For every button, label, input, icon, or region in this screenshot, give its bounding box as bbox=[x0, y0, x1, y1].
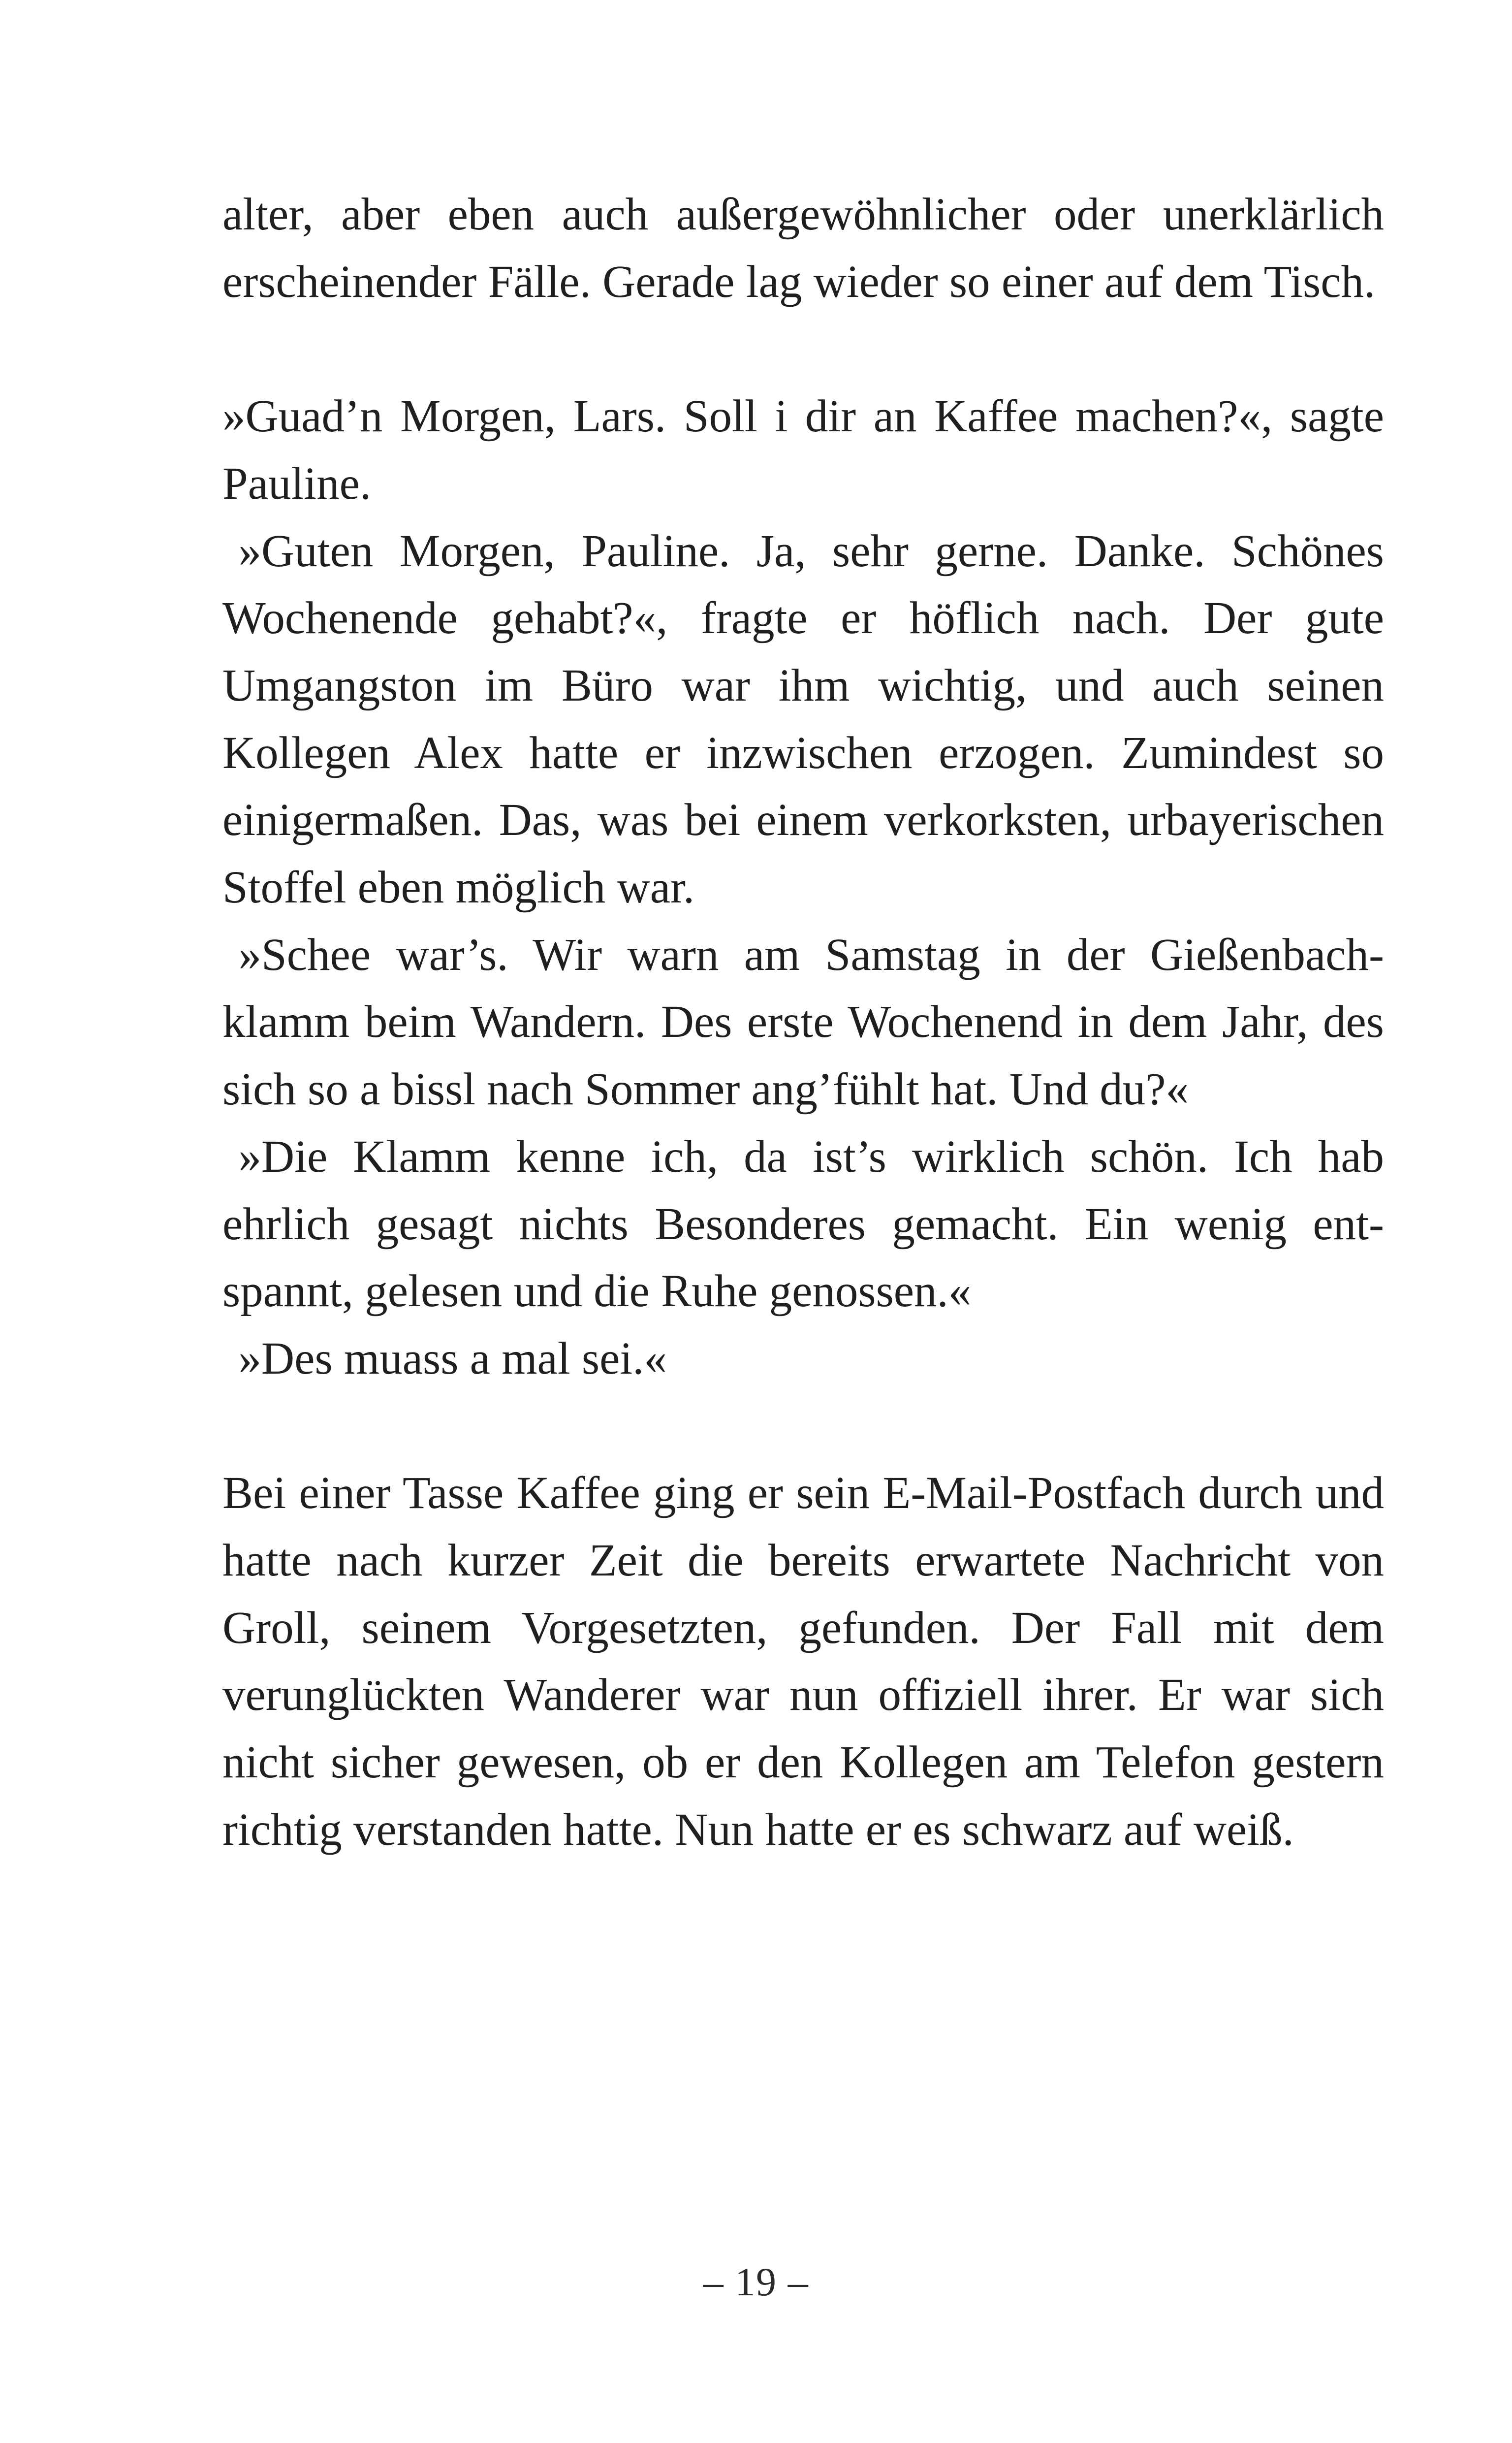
paragraph: »Schee war’s. Wir warn am Samstag in der Gießenbachklamm beim Wandern. Des erste Wochenend in dem Jahr, des sich so a bissl nach Sommer ang’fühlt hat. Und du?« bbox=[222, 929, 1384, 1115]
paragraph: »Guad’n Morgen, Lars. Soll i dir an Kaffee machen?«, sagte Pauline. bbox=[222, 391, 1384, 509]
paragraph: »Guten Morgen, Pauline. Ja, sehr gerne. Danke. Schönes Wochenende gehabt?«, fragte er höflich nach. Der gute Umgangston im Büro war ihm wichtig, und auch seinen Kollegen Alex hatte er inzwischen erzogen. Zumindest so einigermaßen. Das, was bei einem verkorksten, urbayerischen Stoffel eben möglich war. bbox=[222, 525, 1384, 913]
paragraph: »Die Klamm kenne ich, da ist’s wirklich schön. Ich hab ehrlich gesagt nichts Besonderes gemacht. Ein wenig entspannt, gelesen und die Ruhe genossen.« bbox=[222, 1131, 1384, 1317]
paragraph: alter, aber eben auch außergewöhnlicher oder unerklärlich erscheinender Fälle. Gerade lag wieder so einer auf dem Tisch. bbox=[222, 189, 1384, 307]
paragraph: »Des muass a mal sei.« bbox=[238, 1333, 667, 1384]
page-number: – 19 – bbox=[703, 2259, 809, 2304]
text-block bbox=[222, 181, 1384, 1864]
paragraph: Bei einer Tasse Kaffee ging er sein E-Mail-Postfach durch und hatte nach kurzer Zeit die bereits erwartete Nachricht von Groll, seinem Vorgesetzten, gefunden. Der Fall mit dem verunglückten Wanderer war nun offiziell ihrer. Er war sich nicht sicher gewesen, ob er den Kollegen am Telefon gestern richtig verstanden hatte. Nun hatte er es schwarz auf weiß. bbox=[222, 1468, 1384, 1855]
